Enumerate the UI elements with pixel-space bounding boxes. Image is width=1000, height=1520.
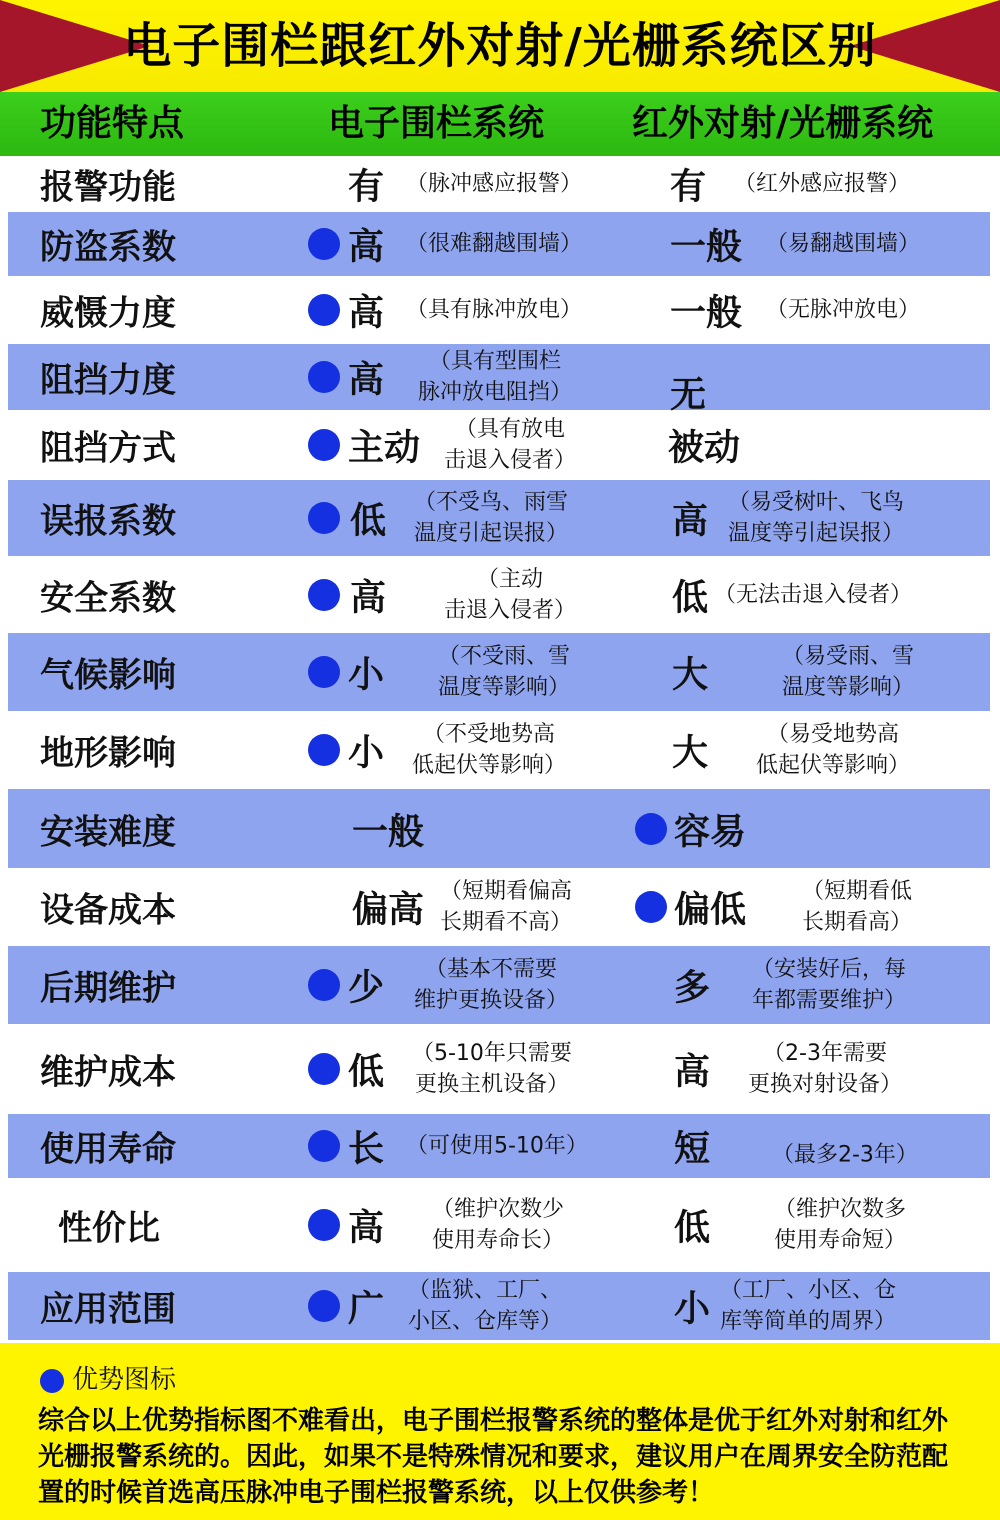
electric-value: 低 xyxy=(348,1051,385,1093)
electric-value: 主动 xyxy=(348,427,421,469)
title-bar xyxy=(0,0,1000,92)
infrared-note: （无脉冲放电） xyxy=(766,297,921,323)
advantage-dot-icon xyxy=(308,1130,340,1162)
table-row xyxy=(8,946,990,1024)
electric-note: （脉冲感应报警） xyxy=(406,171,583,197)
table-row xyxy=(8,212,990,276)
infrared-value: 小 xyxy=(674,1288,711,1330)
row-feature: 应用范围 xyxy=(40,1289,176,1330)
electric-value: 偏高 xyxy=(352,889,425,931)
row-feature: 误报系数 xyxy=(40,501,176,542)
table-row xyxy=(8,1272,990,1340)
infrared-value: 多 xyxy=(674,967,711,1009)
summary-text: 综合以上优势指标图不难看出，电子围栏报警系统的整体是优于红外对射和红外光栅报警系统的。因此，如果不是特殊情况和要求，建议用户在周界安全防范配置的时候首选高压脉冲电子围栏报警系统，以上仅供参考！ xyxy=(38,1406,949,1508)
table-row xyxy=(8,711,990,789)
table-row xyxy=(8,1024,990,1114)
electric-note: （5-10年只需要 更换主机设备） xyxy=(412,1041,572,1097)
advantage-dot-icon xyxy=(308,734,340,766)
infrared-value: 大 xyxy=(672,732,709,774)
advantage-dot-icon xyxy=(308,228,340,260)
electric-value: 高 xyxy=(348,1207,385,1249)
table-row xyxy=(8,276,990,344)
table-row xyxy=(8,410,990,480)
table-row xyxy=(8,1178,990,1272)
infrared-value: 低 xyxy=(674,1207,711,1249)
electric-note: （短期看偏高 长期看不高） xyxy=(440,879,573,935)
electric-note: （不受鸟、雨雪 温度引起误报） xyxy=(414,490,569,546)
advantage-dot-icon xyxy=(308,502,340,534)
infrared-note: （2-3年需要 更换对射设备） xyxy=(748,1041,903,1097)
table-header xyxy=(0,92,1000,156)
electric-value: 高 xyxy=(348,292,385,334)
row-feature: 防盗系数 xyxy=(40,227,176,268)
row-feature: 后期维护 xyxy=(40,968,176,1009)
electric-note: （基本不需要 维护更换设备） xyxy=(414,957,569,1013)
advantage-dot-icon xyxy=(308,429,340,461)
advantage-dot-icon xyxy=(308,1290,340,1322)
infrared-note: （短期看低 长期看高） xyxy=(802,879,913,935)
advantage-dot-icon xyxy=(308,656,340,688)
row-feature: 安全系数 xyxy=(40,578,176,618)
infrared-value: 低 xyxy=(672,577,709,618)
table-row xyxy=(8,633,990,711)
infrared-note: （易翻越围墙） xyxy=(766,231,921,257)
electric-note: （监狱、工厂、 小区、仓库等） xyxy=(408,1278,563,1334)
table-row xyxy=(8,556,990,633)
legend-label: 优势图标 xyxy=(72,1365,177,1395)
table-row xyxy=(8,789,990,868)
advantage-dot-icon xyxy=(635,813,667,845)
infrared-note: （维护次数多 使用寿命短） xyxy=(774,1197,907,1253)
infrared-note: （无法击退入侵者） xyxy=(714,582,913,607)
table-row xyxy=(8,868,990,946)
electric-note: （具有型围栏 脉冲放电阻挡） xyxy=(418,349,573,405)
row-feature: 地形影响 xyxy=(40,733,176,774)
infrared-value: 被动 xyxy=(668,427,741,469)
electric-note: （具有放电 击退入侵者） xyxy=(444,417,577,473)
electric-note: （不受雨、雪 温度等影响） xyxy=(438,644,571,700)
electric-value: 小 xyxy=(348,654,385,696)
infrared-value: 短 xyxy=(674,1128,711,1170)
electric-note: （具有脉冲放电） xyxy=(406,297,583,323)
electric-value: 有 xyxy=(348,166,385,208)
header-infrared: 红外对射/光栅系统 xyxy=(632,103,934,144)
row-feature: 维护成本 xyxy=(40,1052,176,1093)
electric-note: （很难翻越围墙） xyxy=(406,231,583,257)
infrared-note: （易受雨、雪 温度等影响） xyxy=(782,644,915,700)
summary-section xyxy=(0,1343,1000,1520)
advantage-dot-icon xyxy=(308,1053,340,1085)
electric-value: 高 xyxy=(350,577,387,618)
row-feature: 阻挡力度 xyxy=(40,360,176,401)
electric-value: 低 xyxy=(350,500,387,542)
electric-value: 一般 xyxy=(352,811,425,852)
advantage-dot-icon xyxy=(308,579,340,611)
infrared-value: 大 xyxy=(672,654,709,696)
electric-value: 高 xyxy=(348,226,385,268)
table-row xyxy=(8,480,990,556)
advantage-dot-icon xyxy=(308,969,340,1001)
row-feature: 安装难度 xyxy=(40,812,176,852)
infrared-note: （易受树叶、飞鸟 温度等引起误报） xyxy=(728,490,905,546)
table-row xyxy=(8,1114,990,1178)
infrared-note: （红外感应报警） xyxy=(734,171,911,197)
table-row xyxy=(8,344,990,416)
infrared-value: 高 xyxy=(674,1051,711,1093)
electric-note: （可使用5-10年） xyxy=(406,1133,588,1159)
infrared-value: 一般 xyxy=(670,226,743,268)
header-electric-fence: 电子围栏系统 xyxy=(328,103,545,144)
advantage-dot-icon xyxy=(635,891,667,923)
infrared-value: 容易 xyxy=(674,811,747,852)
electric-value: 小 xyxy=(348,732,385,774)
row-feature: 使用寿命 xyxy=(40,1129,176,1170)
infrared-value: 无 xyxy=(670,374,707,416)
electric-value: 广 xyxy=(348,1288,385,1330)
infrared-value: 一般 xyxy=(670,292,743,334)
row-feature: 设备成本 xyxy=(40,890,176,931)
infrared-value: 高 xyxy=(672,500,709,542)
infrared-note: （易受地势高 低起伏等影响） xyxy=(756,722,911,778)
row-feature: 阻挡方式 xyxy=(40,428,176,469)
infrared-value: 有 xyxy=(670,166,707,208)
infrared-note: （工厂、小区、仓 库等简单的周界） xyxy=(720,1278,897,1334)
page-title: 电子围栏跟红外对射/光栅系统区别 xyxy=(123,18,877,74)
table-row xyxy=(8,156,990,212)
electric-note: （不受地势高 低起伏等影响） xyxy=(412,722,567,778)
infrared-note: （安装好后，每 年都需要维护） xyxy=(752,957,907,1013)
advantage-dot-icon xyxy=(40,1369,64,1393)
electric-note: （维护次数少 使用寿命长） xyxy=(432,1197,565,1253)
header-feature: 功能特点 xyxy=(40,103,185,144)
advantage-dot-icon xyxy=(308,1209,340,1241)
electric-note: （主动 击退入侵者） xyxy=(444,566,577,623)
electric-value: 高 xyxy=(348,359,385,401)
infrared-note: （最多2-3年） xyxy=(772,1142,918,1168)
electric-value: 长 xyxy=(348,1128,385,1170)
row-feature: 气候影响 xyxy=(40,655,176,696)
row-feature: 报警功能 xyxy=(40,167,176,208)
advantage-dot-icon xyxy=(308,294,340,326)
electric-value: 少 xyxy=(348,967,385,1009)
row-feature: 威慑力度 xyxy=(40,293,176,334)
infrared-value: 偏低 xyxy=(674,889,747,931)
advantage-dot-icon xyxy=(308,361,340,393)
row-feature: 性价比 xyxy=(58,1208,160,1249)
